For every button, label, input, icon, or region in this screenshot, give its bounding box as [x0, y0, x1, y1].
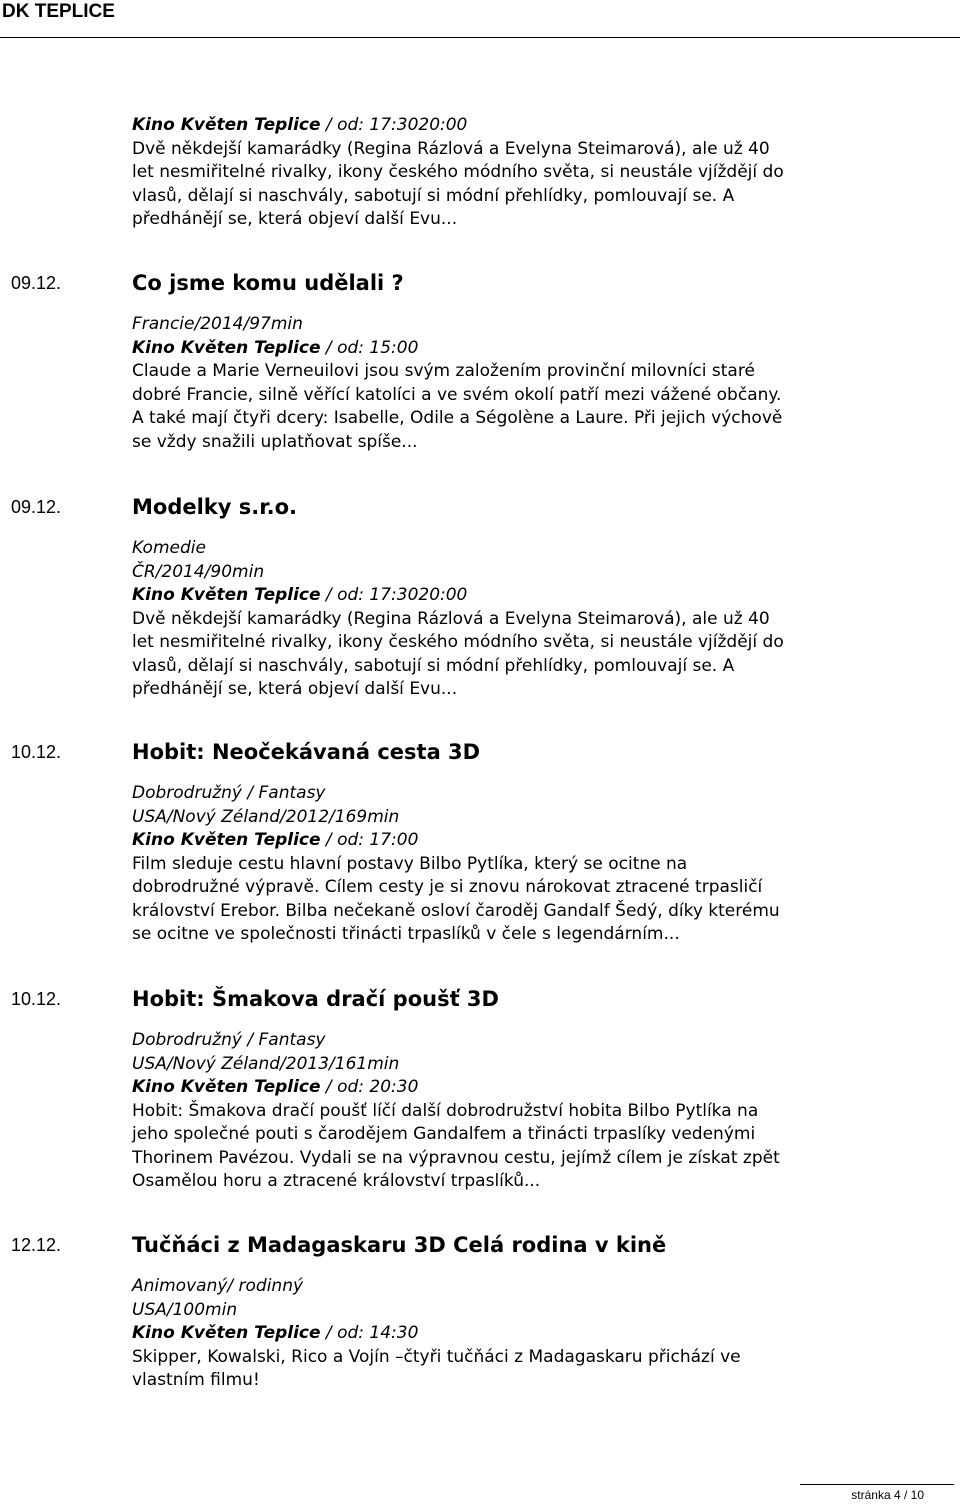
entry-description	[132, 1346, 942, 1393]
entry-title: Hobit: Neočekávaná cesta 3D	[132, 740, 481, 764]
entry-origin: Francie/2014/97min	[132, 314, 303, 334]
page-footer	[0, 1484, 960, 1504]
entry-time: / od: 17:3020:00	[320, 585, 468, 605]
entry-venue: Kino Květen Teplice	[132, 337, 321, 358]
description-line: Claude a Marie Verneuilovi jsou svým založením provinční milovníci staré	[132, 361, 755, 381]
entry-venue: Kino Květen Teplice	[132, 115, 321, 135]
description-line: dobrodružné výpravě. Cílem cesty je si znovu nárokovat ztracené trpasličí	[132, 877, 763, 897]
entry-description	[132, 360, 942, 454]
entry-details	[132, 782, 942, 947]
description-line: království Erebor. Bilba nečekaně osloví čaroděj Gandalf Šedý, díky kterému	[132, 900, 780, 921]
entry-description	[132, 608, 942, 702]
entry-venue: Kino Květen Teplice	[132, 1323, 321, 1343]
description-line: se vždy snažili uplatňovat spíše...	[132, 431, 418, 452]
entry-origin: USA/Nový Zéland/2013/161min	[132, 1053, 400, 1074]
description-line: předhánějí se, která objeví další Evu...	[132, 209, 458, 229]
page-header	[0, 0, 960, 38]
description-line: Dvě někdejší kamarádky (Regina Rázlová a Evelyna Steimarová), ale už 40	[132, 138, 770, 159]
entry-date: 09.12.	[11, 273, 62, 293]
entry-origin: USA/100min	[132, 1299, 238, 1320]
entry-origin: USA/Nový Zéland/2012/169min	[132, 806, 400, 827]
footer-divider	[800, 1484, 954, 1485]
entry-time: / od: 20:30	[320, 1077, 419, 1097]
description-line: vlasů, dělají si naschvály, sabotují si módní přehlídky, pomlouvají se. A	[132, 185, 735, 206]
entry-venue: Kino Květen Teplice	[132, 830, 321, 850]
entry-date: 10.12.	[11, 742, 62, 762]
description-line: předhánějí se, která objeví další Evu...	[132, 679, 458, 699]
entry-description	[132, 853, 942, 947]
entry-title: Co jsme komu udělali ?	[132, 271, 404, 295]
entry-description	[132, 138, 942, 232]
header-title: DK TEPLICE	[2, 1, 115, 22]
entry-venue-line	[132, 584, 942, 608]
entry-details	[132, 114, 942, 232]
entry-venue-line	[132, 829, 942, 853]
description-line: A také mají čtyři dcery: Isabelle, Odile a Ségolène a Laure. Při jejich výchově	[132, 408, 783, 428]
description-line: se ocitne ve společnosti třinácti trpaslíků v čele s legendárním...	[132, 924, 680, 944]
entry-time: / od: 14:30	[320, 1323, 419, 1343]
entry-genre: Dobrodružný / Fantasy	[132, 783, 326, 803]
entry-details	[132, 1029, 942, 1194]
description-line: dobré Francie, silně věřící katolíci a ve svém okolí patří mezi vážené občany.	[132, 384, 782, 405]
entry-date: 10.12.	[11, 989, 62, 1009]
entry-description	[132, 1100, 942, 1194]
description-line: vlastním filmu!	[132, 1370, 260, 1390]
entry-date: 12.12.	[11, 1235, 62, 1255]
entry-details	[132, 537, 942, 702]
description-line: Osamělou horu a ztracené království trpaslíků...	[132, 1171, 541, 1191]
description-line: Dvě někdejší kamarádky (Regina Rázlová a Evelyna Steimarová), ale už 40	[132, 608, 770, 629]
entry-details	[132, 1275, 942, 1393]
entry-genre: Animovaný/ rodinný	[132, 1276, 304, 1296]
description-line: let nesmiřitelné rivalky, ikony českého módního světa, si neustále vjíždějí do	[132, 162, 784, 182]
description-line: Thorinem Pavézou. Vydali se na výpravnou cestu, jejímž cílem je získat zpět	[132, 1147, 780, 1168]
page-number: stránka 4 / 10	[851, 1488, 924, 1502]
entry-time: / od: 17:00	[320, 830, 419, 850]
entry-venue: Kino Květen Teplice	[132, 585, 321, 605]
description-line: jeho společné pouti s čarodějem Gandalfem a třinácti trpaslíky vedenými	[132, 1124, 756, 1144]
description-line: let nesmiřitelné rivalky, ikony českého módního světa, si neustále vjíždějí do	[132, 632, 784, 652]
entry-venue-line	[132, 1076, 942, 1100]
description-line: vlasů, dělají si naschvály, sabotují si módní přehlídky, pomlouvají se. A	[132, 655, 735, 676]
description-line: Hobit: Šmakova dračí poušť líčí další dobrodružství hobita Bilbo Pytlíka na	[132, 1100, 759, 1121]
entry-title: Tučňáci z Madagaskaru 3D Celá rodina v kině	[132, 1233, 667, 1257]
entry-origin: ČR/2014/90min	[132, 561, 265, 582]
entry-details	[132, 313, 942, 454]
entry-venue-line	[132, 337, 942, 361]
description-line: Film sleduje cestu hlavní postavy Bilbo Pytlíka, který se ocitne na	[132, 853, 688, 874]
entry-date: 09.12.	[11, 497, 62, 517]
entry-genre: Komedie	[132, 538, 206, 558]
entry-venue-line	[132, 1322, 942, 1346]
entry-time: / od: 15:00	[320, 337, 419, 358]
entry-venue-line	[132, 114, 942, 138]
entry-title: Modelky s.r.o.	[132, 495, 297, 519]
description-line: Skipper, Kowalski, Rico a Vojín –čtyři tučňáci z Madagaskaru přichází ve	[132, 1346, 741, 1367]
entry-genre: Dobrodružný / Fantasy	[132, 1030, 326, 1050]
entry-time: / od: 17:3020:00	[320, 115, 468, 135]
entry-title: Hobit: Šmakova dračí poušť 3D	[132, 987, 499, 1011]
entry-venue: Kino Květen Teplice	[132, 1077, 321, 1097]
